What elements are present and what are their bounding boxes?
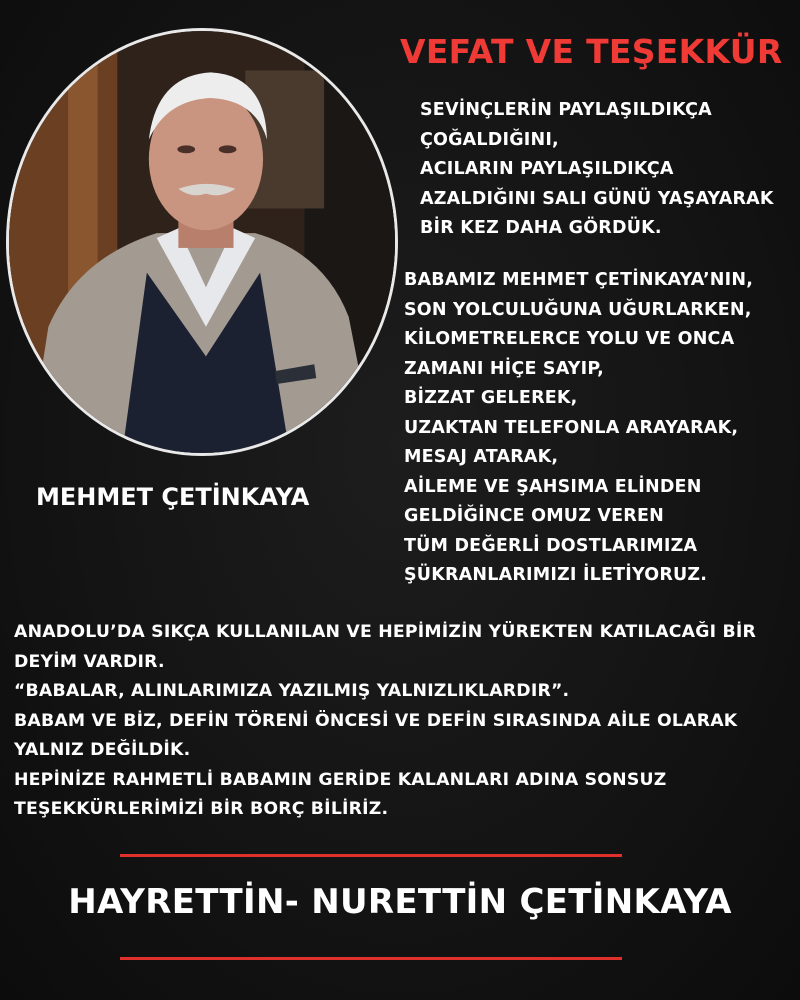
- text-line: AİLEME VE ŞAHSIMA ELİNDEN: [404, 476, 702, 497]
- text-line: UZAKTAN TELEFONLA ARAYARAK,: [404, 417, 739, 438]
- text-line: HEPİNİZE RAHMETLİ BABAMIN GERİDE KALANLARI ADINA SONSUZ: [14, 769, 667, 790]
- text-line: ŞÜKRANLARIMIZI İLETİYORUZ.: [404, 565, 708, 585]
- text-line: ÇOĞALDIĞINI,: [420, 129, 559, 150]
- text-line: YALNIZ DEĞİLDİK.: [14, 740, 191, 760]
- divider-bottom: [120, 957, 622, 960]
- page-title: VEFAT VE TEŞEKKÜR: [400, 32, 783, 71]
- text-line: ACILARIN PAYLAŞILDIKÇA: [420, 159, 674, 179]
- text-line: AZALDIĞINI SALI GÜNÜ YAŞAYARAK: [420, 188, 774, 209]
- text-line: SON YOLCULUĞUNA UĞURLARKEN,: [404, 299, 752, 320]
- text-line: TÜM DEĞERLİ DOSTLARIMIZA: [404, 535, 698, 556]
- text-line: GELDİĞİNCE OMUZ VEREN: [404, 506, 664, 526]
- text-line: KİLOMETRELERCE YOLU VE ONCA: [404, 329, 735, 349]
- text-line: “BABALAR, ALINLARIMIZA YAZILMIŞ YALNIZLIKLARDIR”.: [14, 681, 570, 701]
- text-line: SEVİNÇLERİN PAYLAŞILDIKÇA: [420, 100, 712, 120]
- deceased-name: MEHMET ÇETİNKAYA: [36, 483, 310, 511]
- gratitude-paragraph-1: [420, 96, 774, 244]
- text-line: MESAJ ATARAK,: [404, 447, 559, 467]
- gratitude-paragraph-3: [14, 618, 756, 825]
- text-line: ANADOLU’DA SIKÇA KULLANILAN VE HEPİMİZİN YÜREKTEN KATILACAĞI BİR: [14, 622, 756, 642]
- text-line: BABAM VE BİZ, DEFİN TÖRENİ ÖNCESİ VE DEFİN SIRASINDA AİLE OLARAK: [14, 710, 738, 731]
- divider-top: [120, 854, 622, 857]
- text-line: BİR KEZ DAHA GÖRDÜK.: [420, 218, 662, 238]
- portrait-illustration: [9, 31, 395, 453]
- text-line: BİZZAT GELEREK,: [404, 388, 578, 408]
- signature: HAYRETTİN- NURETTİN ÇETİNKAYA: [68, 882, 732, 922]
- text-line: TEŞEKKÜRLERİMİZİ BİR BORÇ BİLİRİZ.: [14, 799, 389, 819]
- portrait-photo: [6, 28, 398, 456]
- text-line: BABAMIZ MEHMET ÇETİNKAYA’NIN,: [404, 270, 754, 290]
- gratitude-paragraph-2: [404, 266, 753, 591]
- text-line: DEYİM VARDIR.: [14, 651, 165, 672]
- text-line: ZAMANI HİÇE SAYIP,: [404, 358, 605, 379]
